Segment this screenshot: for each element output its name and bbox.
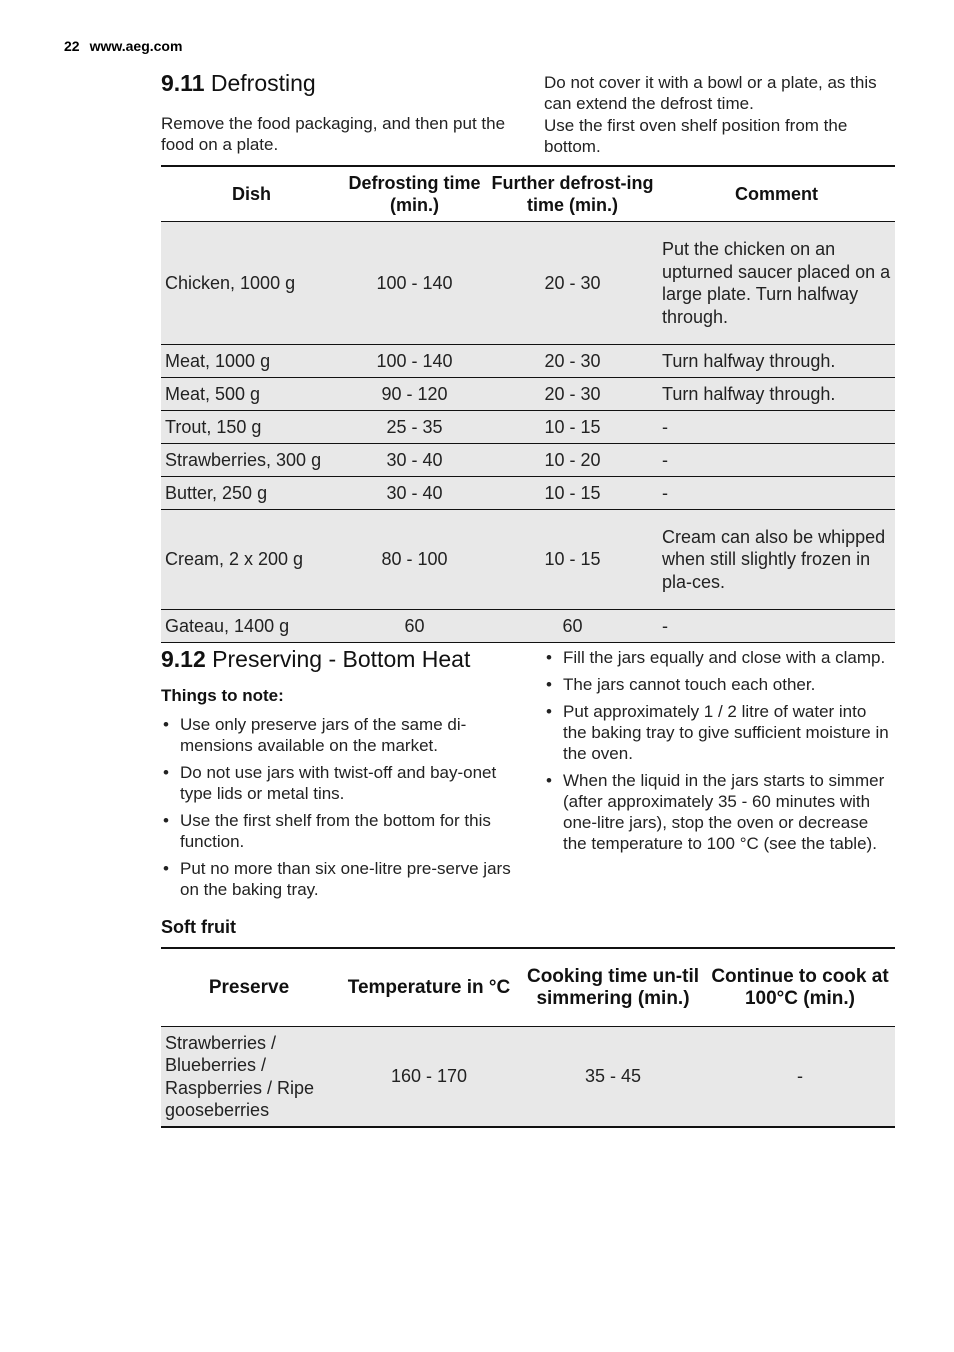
- section-title-defrosting: [161, 70, 316, 97]
- comment-cell: -: [658, 477, 895, 510]
- defrost-time-cell: 30 - 40: [342, 444, 487, 477]
- defrost-time-cell: 90 - 120: [342, 378, 487, 411]
- table-row: [161, 222, 895, 345]
- defrost-time-cell: 25 - 35: [342, 411, 487, 444]
- header-dish: Dish: [161, 166, 342, 222]
- dish-cell: Chicken, 1000 g: [161, 222, 342, 345]
- table-row: [161, 610, 895, 643]
- soft-fruit-title: Soft fruit: [161, 917, 236, 937]
- list-item: • Do not use jars with twist-off and bay-onet type lids or metal tins.: [161, 762, 511, 804]
- header-further-defrosting-time: Further defrost-ing time (min.): [487, 166, 658, 222]
- defrost-time-cell: 100 - 140: [342, 222, 487, 345]
- page-number: 22: [64, 38, 80, 54]
- defrost-time-cell: 60: [342, 610, 487, 643]
- soft-fruit-table: [161, 947, 895, 1128]
- comment-cell: -: [658, 444, 895, 477]
- section-number: 9.11: [161, 70, 205, 96]
- table-row: [161, 444, 895, 477]
- list-item: • Use only preserve jars of the same di-mensions available on the market.: [161, 714, 511, 756]
- header-temperature: Temperature in °C: [337, 948, 521, 1027]
- further-time-cell: 10 - 15: [487, 510, 658, 610]
- comment-cell: Cream can also be whipped when still slightly frozen in pla-ces.: [658, 510, 895, 610]
- comment-cell: Turn halfway through.: [658, 345, 895, 378]
- further-time-cell: 10 - 15: [487, 411, 658, 444]
- defrost-time-cell: 100 - 140: [342, 345, 487, 378]
- further-time-cell: 10 - 15: [487, 477, 658, 510]
- continue-cell: -: [705, 1027, 895, 1128]
- table-row: [161, 1027, 895, 1128]
- comment-cell: Put the chicken on an upturned saucer placed on a large plate. Turn halfway through.: [658, 222, 895, 345]
- table-row: [161, 411, 895, 444]
- left-bullet-list: [161, 714, 511, 906]
- defrost-note-2: Use the first oven shelf position from the bottom.: [544, 116, 848, 156]
- header-comment: Comment: [658, 166, 895, 222]
- section-number: 9.12: [161, 646, 206, 672]
- defrost-intro: Remove the food packaging, and then put the food on a plate.: [161, 114, 506, 154]
- preserve-cell: Strawberries / Blueberries / Raspberries / Ripe gooseberries: [161, 1027, 337, 1128]
- further-time-cell: 20 - 30: [487, 378, 658, 411]
- header-preserve: Preserve: [161, 948, 337, 1027]
- section-title-preserving: [161, 646, 470, 673]
- section-title-text: Preserving - Bottom Heat: [212, 646, 471, 672]
- table-row: [161, 378, 895, 411]
- defrost-time-cell: 30 - 40: [342, 477, 487, 510]
- website-link[interactable]: www.aeg.com: [89, 38, 183, 54]
- table-header-row: [161, 166, 895, 222]
- dish-cell: Meat, 500 g: [161, 378, 342, 411]
- things-to-note-label: Things to note:: [161, 686, 284, 705]
- cooking-time-cell: 35 - 45: [521, 1027, 705, 1128]
- defrost-time-cell: 80 - 100: [342, 510, 487, 610]
- table-row: [161, 345, 895, 378]
- table-header-row: [161, 948, 895, 1027]
- temperature-cell: 160 - 170: [337, 1027, 521, 1128]
- dish-cell: Trout, 150 g: [161, 411, 342, 444]
- dish-cell: Meat, 1000 g: [161, 345, 342, 378]
- further-time-cell: 20 - 30: [487, 222, 658, 345]
- dish-cell: Butter, 250 g: [161, 477, 342, 510]
- defrosting-table: [161, 165, 895, 643]
- list-item: • Put approximately 1 / 2 litre of water into the baking tray to give sufficient moisture in the oven.: [544, 701, 894, 764]
- page-header: [64, 38, 182, 54]
- further-time-cell: 20 - 30: [487, 345, 658, 378]
- list-item: • Fill the jars equally and close with a clamp.: [544, 647, 894, 668]
- list-item: • Use the first shelf from the bottom for this function.: [161, 810, 511, 852]
- header-continue-to-cook: Continue to cook at 100°C (min.): [705, 948, 895, 1027]
- header-cooking-time: Cooking time un-til simmering (min.): [521, 948, 705, 1027]
- right-bullet-list: [544, 647, 894, 860]
- comment-cell: -: [658, 411, 895, 444]
- list-item: • When the liquid in the jars starts to simmer (after approximately 35 - 60 minutes with one-litre jars), stop the oven or decrease the temperature to 100 °C (see the table).: [544, 770, 894, 854]
- dish-cell: Strawberries, 300 g: [161, 444, 342, 477]
- dish-cell: Gateau, 1400 g: [161, 610, 342, 643]
- comment-cell: Turn halfway through.: [658, 378, 895, 411]
- comment-cell: -: [658, 610, 895, 643]
- list-item: • Put no more than six one-litre pre-serve jars on the baking tray.: [161, 858, 511, 900]
- dish-cell: Cream, 2 x 200 g: [161, 510, 342, 610]
- table-row: [161, 510, 895, 610]
- header-defrosting-time: Defrosting time (min.): [342, 166, 487, 222]
- section-title-text: Defrosting: [210, 70, 316, 96]
- defrost-note-1: Do not cover it with a bowl or a plate, as this can extend the defrost time.: [544, 73, 877, 113]
- further-time-cell: 60: [487, 610, 658, 643]
- list-item: • The jars cannot touch each other.: [544, 674, 894, 695]
- table-row: [161, 477, 895, 510]
- further-time-cell: 10 - 20: [487, 444, 658, 477]
